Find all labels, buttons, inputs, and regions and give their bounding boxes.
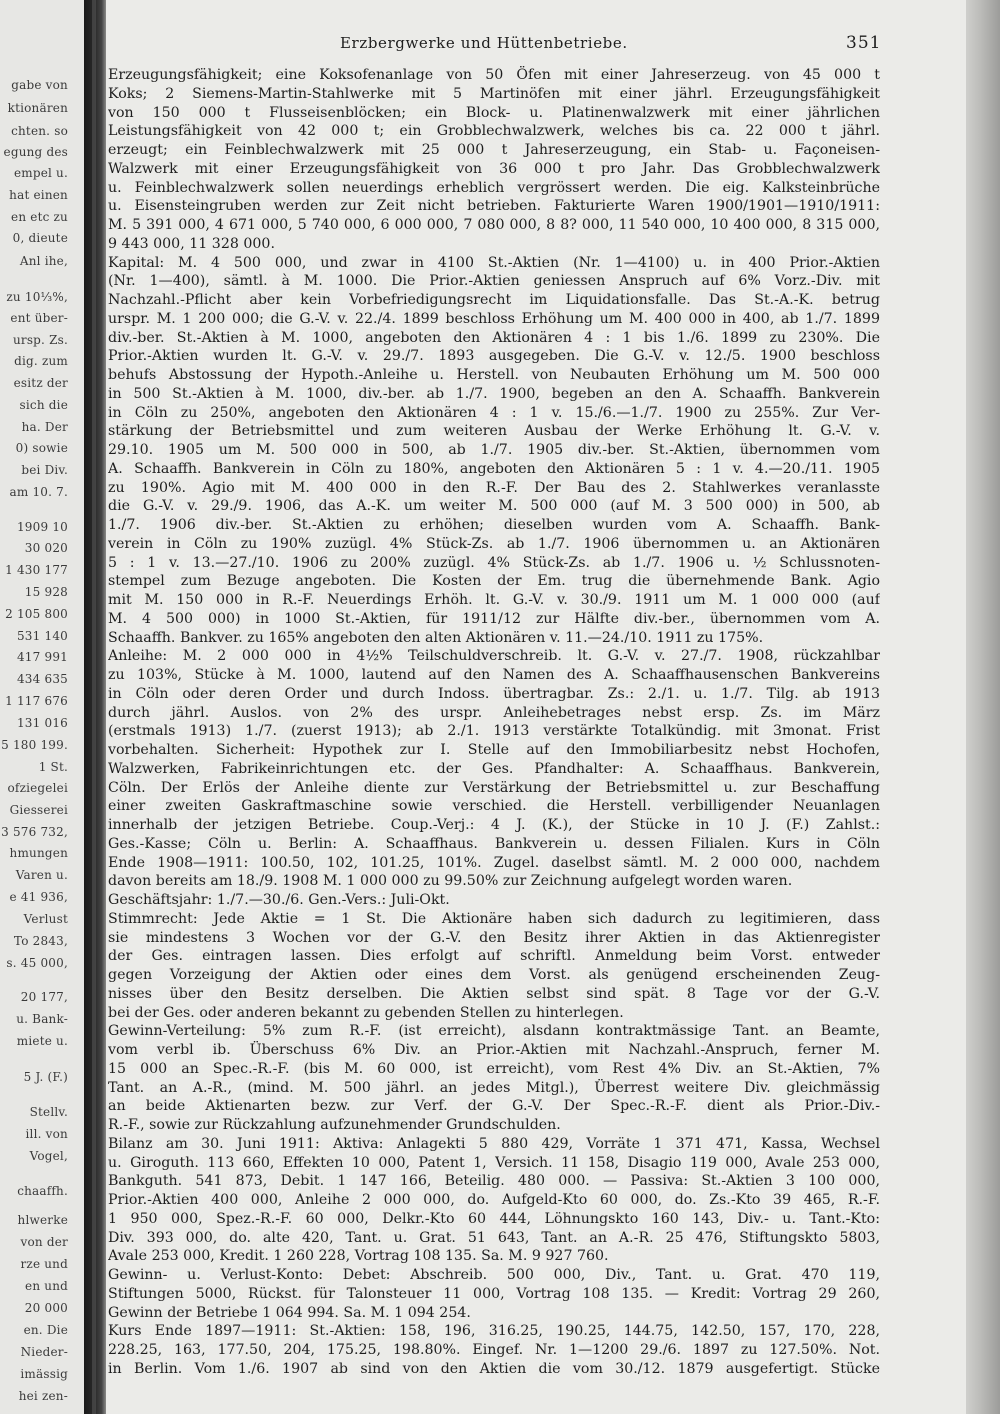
text-line: 228.25, 163, 177.50, 204, 175.25, 198.80%. Eingef. Nr. 1—1200 29./6. 1897 zu 127.50%. Not. [108, 1342, 880, 1358]
left-page-fragment: Giesserei [9, 803, 68, 817]
left-page-fragment: chaaffh. [17, 1184, 68, 1198]
left-page-fragment: hat einen [9, 188, 68, 202]
left-page-fragment: Nieder- [20, 1345, 68, 1359]
left-page-fragment: Anl ihe, [19, 254, 68, 268]
text-line: (erstmals 1913) 1./7. (zuerst 1913); ab 2./1. 1913 verstärkte Totalkündig. mit 3monat. Frist [108, 723, 880, 740]
left-page-fragment: 20 000 [24, 1301, 68, 1315]
left-page-fragment: ursp. Zs. [12, 333, 68, 347]
text-line: urspr. M. 1 200 000; die G.-V. v. 22./4. 1899 beschloss Erhöhung um M. 400 000 in 400, ab 1./7. 1899 [108, 310, 880, 327]
left-page-fragment: Vogel, [29, 1149, 68, 1163]
left-page-fragment: 1 St. [38, 760, 68, 774]
left-page-fragment: chten. so [11, 124, 68, 138]
text-line: Prior.-Aktien wurden lt. G.-V. v. 29./7. 1893 ausgegeben. Die G.-V. v. 12./5. 1900 beschloss [108, 348, 880, 365]
page-number: 351 [846, 33, 882, 53]
left-page-fragment: 2 105 800 [5, 607, 68, 621]
text-line: vom verbl ib. Überschuss 6% Div. an Prior.-Aktien mit Nachzahl.-Anspruch, ferner M. [108, 1042, 880, 1058]
text-line: Leistungsfähigkeit von 42 000 t; ein Grobblechwalzwerk, welches bis ca. 22 000 t jährl. [108, 123, 880, 140]
text-line: nisses über den Besitz derselben. Die Aktien selbst sind spät. 8 Tage vor der G.-V. [108, 985, 880, 1002]
left-page-fragment: ill. von [25, 1127, 68, 1141]
left-page-fragment: s. 45 000, [6, 956, 68, 970]
text-line: Koks; 2 Siemens-Martin-Stahlwerke mit 5 Martinöfen mit einer jährl. Erzeugungsfähigkeit [108, 85, 880, 102]
left-page-fragment: e 41 936, [9, 890, 68, 904]
text-line: 1 950 000, Spez.-R.-F. 60 000, Delkr.-Kto 60 444, Löhnungskto 160 143, Div.- u. Tant.-Kto: [108, 1210, 880, 1227]
left-page-fragment: ktionären [7, 101, 68, 115]
left-page-fragment: hmungen [9, 846, 68, 860]
text-line: erzeugt; ein Feinblechwalzwerk mit 25 000 t Jahreserzeugung, ein Stab- u. Façoneisen- [108, 142, 880, 158]
text-line: 15 000 an Spec.-R.-F. (bis M. 60 000, ist erreicht), vom Rest 4% Div. an St.-Aktien, 7% [108, 1060, 880, 1077]
text-line: bei der Ges. oder anderen bekannt zu gebenden Stellen zu hinterlegen. [108, 1004, 624, 1021]
left-page-fragment: miete u. [16, 1034, 68, 1048]
text-line: Gewinn der Betriebe 1 064 994. Sa. M. 1 094 254. [108, 1304, 471, 1321]
text-line: zu 103%, Stücke à M. 1000, lautend auf den Namen des A. Schaaffhausenschen Bankvereins [108, 667, 880, 683]
text-line: die G.-V. v. 29./9. 1906, das A.-K. um weiter M. 500 000 (auf M. 3 500 000) in 500, ab [108, 498, 880, 515]
text-line: Nachzahl.-Pflicht aber kein Vorbefriedigungsrecht im Liquidationsfalle. Das St.-A.-K. betrug [108, 292, 880, 308]
left-page-fragment: 15 928 [24, 585, 68, 599]
text-line: Stimmrecht: Jede Aktie = 1 St. Die Aktionäre haben sich dadurch zu legitimieren, dass [108, 910, 880, 927]
text-line: Bankguth. 541 873, Debit. 1 147 166, Beteilig. 480 000. — Passiva: St.-Aktien 3 100 000, [108, 1173, 880, 1190]
left-page-fragment: 30 020 [24, 541, 68, 555]
text-line: durch jährl. Auslos. von 2% des urspr. Anleihebetrages nebst ersp. Zs. im März [108, 704, 880, 721]
left-page-fragment: 1 117 676 [5, 694, 68, 708]
text-line: Walzwerk mit einer Erzeugungsfähigkeit von 36 000 t pro Jahr. Das Grobblechwalzwerk [108, 160, 880, 177]
text-line: Anleihe: M. 2 000 000 in 4½% Teilschuldverschreib. lt. G.-V. v. 27./7. 1908, rückzahlbar [108, 648, 880, 665]
left-page-fragment: ofziegelei [7, 781, 68, 795]
text-line: an beide Aktienarten bezw. zur Verf. der G.-V. Der Spec.-R.-F. dient als Prior.-Div.- [108, 1098, 880, 1115]
text-line: Avale 253 000, Kredit. 1 260 228, Vortrag 108 135. Sa. M. 9 927 760. [108, 1248, 609, 1265]
text-line: innerhalb der jetzigen Betriebe. Coup.-Verj.: 4 J. (K.), der Stücke in 10 J. (F.) Zahlst.: [108, 817, 880, 833]
text-line: von 150 000 t Flusseisenblöcken; ein Block- u. Platinenwalzwerk mit einer jährlichen [108, 104, 880, 121]
text-line: verein in Cöln zu 190% zuzügl. 4% Stück-Zs. ab 1./7. 1906 übernommen u. an Aktionären [108, 535, 880, 552]
left-page-fragment: hlwerke [17, 1213, 68, 1227]
text-line: sie mindestens 3 Wochen vor der G.-V. den Besitz ihrer Aktien in das Aktienregister [108, 929, 880, 946]
text-line: R.-F., sowie zur Rückzahlung aufzunehmender Grundschulden. [108, 1117, 561, 1133]
left-page-fragment: en und [25, 1279, 68, 1293]
left-page-fragment: ent über- [10, 311, 68, 325]
left-page-fragment: 5 J. (F.) [23, 1070, 68, 1084]
text-line: behufs Abstossung der Hypoth.-Anleihe u. Herstell. von Neubauten Erhöhung um M. 500 000 [108, 367, 880, 383]
text-line: in Berlin. Vom 1./6. 1907 ab sind von den Aktien die vom 30./12. 1879 ausgefertigt. Stücke [108, 1360, 880, 1377]
text-line: stärkung der Betriebsmittel und zum weiteren Ausbau der Werke Erhöhung lt. G.-V. v. [108, 423, 880, 440]
running-header [106, 34, 906, 56]
text-line: M. 4 500 000) in 1000 St.-Aktien, für 1911/12 zur Hälfte div.-ber., übernommen vom A. [108, 610, 880, 627]
text-line: Cöln. Der Erlös der Anleihe diente zur Verstärkung der Betriebsmittel u. zur Beschaffung [108, 779, 880, 796]
text-line: stempel zum Bezuge angeboten. Die Kosten der Em. trug die übernehmende Bank. Agio [108, 573, 880, 590]
text-line: der Ges. eintragen lassen. Dies erfolgt auf schriftl. Anmeldung beim Vorst. entweder [108, 948, 880, 965]
text-line: Geschäftsjahr: 1./7.—30./6. Gen.-Vers.: Juli-Okt. [108, 892, 450, 908]
left-page-fragment: 3 576 732, [1, 825, 68, 839]
text-line: mit M. 150 000 in R.-F. Neuerdings Erhöh. lt. G.-V. v. 30./9. 1911 um M. 1 000 000 (auf [108, 592, 880, 608]
text-line: Bilanz am 30. Juni 1911: Aktiva: Anlagekti 5 880 429, Vorräte 1 371 471, Kassa, Wechsel [108, 1135, 880, 1152]
text-line: Tant. an A.-R., (mind. M. 500 jährl. an jedes Mitgl.), Überrest weitere Div. gleichmässig [108, 1079, 880, 1096]
left-page-fragment: u. Bank- [16, 1012, 68, 1026]
text-line: Gewinn- u. Verlust-Konto: Debet: Abschreib. 500 000, Div., Tant. u. Grat. 470 119, [108, 1267, 880, 1283]
text-line: in Cöln zu 250%, angeboten den Aktionären 4 : 1 v. 15./6.—1./7. 1900 zu 255%. Zur Ver- [108, 404, 880, 421]
text-line: einer zweiten Gaskraftmaschine sowie verschied. die Herstell. verbilligender Neuanlagen [108, 798, 880, 815]
left-page-fragment: rze und [20, 1257, 68, 1271]
text-line: M. 5 391 000, 4 671 000, 5 740 000, 6 000 000, 7 080 000, 8 8? 000, 11 540 000, 10 400 000, 8 315 000, [108, 217, 880, 233]
left-page-fragment: 1909 10 [16, 520, 68, 534]
left-page-fragment: en etc zu [11, 210, 68, 224]
left-facing-page-edge [0, 0, 84, 1414]
left-page-fragment: egung des [3, 145, 68, 159]
text-line: in 500 St.-Aktien à M. 1000, div.-ber. ab 1./7. 1900, begeben an den A. Schaaffh. Bankverein [108, 385, 880, 402]
text-line: u. Giroguth. 113 660, Effekten 10 000, Patent 1, Versich. 11 158, Disagio 119 000, Avale 253 000, [108, 1154, 880, 1171]
text-line: davon bereits am 18./9. 1908 M. 1 000 000 zu 99.50% zur Zeichnung aufgelegt worden waren. [108, 873, 793, 890]
text-line: in Cöln oder deren Order und durch Indoss. übertragbar. Zs.: 2./1. u. 1./7. Tilg. ab 1913 [108, 685, 880, 702]
left-page-fragment: 131 016 [16, 716, 68, 730]
left-page-fragment: 0) sowie [15, 441, 68, 455]
left-page-fragment: 20 177, [20, 990, 68, 1004]
text-line: A. Schaaffh. Bankverein in Cöln zu 180%, angeboten den Aktionären 5 : 1 v. 4.—20./11. 1905 [108, 460, 880, 477]
gutter-highlight [92, 0, 96, 1414]
left-page-fragment: dig. zum [14, 354, 68, 368]
body-text [108, 66, 880, 1379]
text-line: Gewinn-Verteilung: 5% zum R.-F. (ist erreicht), alsdann kontraktmässige Tant. an Beamte, [108, 1023, 880, 1040]
text-line: Stiftungen 5000, Rückst. für Talonsteuer 11 000, Vortrag 108 135. — Kredit: Vortrag 29 260, [108, 1285, 880, 1302]
left-page-fragment: Stellv. [29, 1105, 68, 1119]
left-page-fragment: Verlust [23, 912, 68, 926]
left-page-fragment: hei zen- [18, 1389, 68, 1403]
left-page-fragment: am 10. 7. [9, 485, 68, 499]
text-line: Walzwerken, Fabrikeinrichtungen etc. der Ges. Pfandhalter: A. Schaaffhaus. Bankverein, [108, 760, 880, 777]
left-page-fragment: sich die [19, 398, 68, 412]
text-line: 29.10. 1905 um M. 500 000 in 500, ab 1./7. 1905 div.-ber. St.-Aktien, übernommen vom [108, 442, 880, 458]
left-page-fragment: en. Die [23, 1323, 68, 1337]
text-line: (Nr. 1—400), sämtl. à M. 1000. Die Prior.-Aktien geniessen Anspruch auf 6% Vorz.-Div. mit [108, 273, 880, 290]
text-line: Ende 1908—1911: 100.50, 102, 101.25, 101%. Zugel. daselbst sämtl. M. 2 000 000, nachdem [108, 854, 880, 871]
text-line: Div. 393 000, do. alte 420, Tant. u. Grat. 51 643, Tant. an A.-R. 25 476, Stiftungskto 5803, [108, 1229, 880, 1246]
text-line: Erzeugungsfähigkeit; eine Koksofenanlage von 50 Öfen mit einer Jahreserzeug. von 45 000 t [108, 67, 880, 83]
left-page-fragment: 417 991 [16, 650, 68, 664]
left-page-fragment: bei Div. [21, 463, 68, 477]
left-page-fragment: To 2843, [13, 934, 68, 948]
text-line: u. Eisensteingruben werden zur Zeit nicht betrieben. Fakturierte Waren 1900/1901—1910/1911: [108, 198, 880, 215]
left-page-fragment: Varen u. [15, 868, 68, 882]
text-line: Kurs Ende 1897—1911: St.-Aktien: 158, 196, 316.25, 190.25, 144.75, 142.50, 157, 170, 228, [108, 1323, 880, 1340]
text-line: div.-ber. St.-Aktien à M. 1000, angeboten den Aktionären 4 : 1 bis 1./6. 1899 zu 230%. Die [108, 329, 880, 346]
text-line: vorbehalten. Sicherheit: Hypothek zur I. Stelle auf den Immobiliarbesitz nebst Hochofen, [108, 742, 880, 758]
text-line: gegen Vorzeigung der Aktien oder eines dem Vorst. als genügend erscheinenden Zeug- [108, 967, 880, 983]
page-title: Erzbergwerke und Hüttenbetriebe. [340, 34, 628, 52]
page [106, 0, 966, 1414]
left-page-fragment: esitz der [13, 376, 68, 390]
left-page-fragment: 0, dieute [12, 231, 68, 245]
text-line: u. Feinblechwalzwerk sollen neuerdings erheblich vergrössert werden. Die eig. Kalksteinbrüche [108, 179, 880, 196]
text-line: Schaaffh. Bankver. zu 165% angeboten den alten Aktionären v. 11.—24./10. 1911 zu 175%. [108, 629, 764, 646]
page-stack-edge [966, 0, 1000, 1414]
text-line: Ges.-Kasse; Cöln u. Berlin: A. Schaaffhaus. Bankverein u. dessen Filialen. Kurs in Cöln [108, 835, 880, 852]
left-page-fragment: empel u. [13, 166, 68, 180]
text-line: 9 443 000, 11 328 000. [108, 235, 275, 252]
left-page-fragment: zu 10⅓%, [6, 290, 68, 304]
left-page-fragment: 434 635 [16, 672, 68, 686]
left-page-fragment: gabe von [11, 78, 68, 92]
text-line: 1./7. 1906 div.-ber. St.-Aktien zu erhöhen; dieselben wurden vom A. Schaaffh. Bank- [108, 517, 880, 533]
left-page-fragment: 531 140 [16, 629, 68, 643]
text-line: Prior.-Aktien 400 000, Anleihe 2 000 000, do. Aufgeld-Kto 60 000, do. Zs.-Kto 39 465, R.-F. [108, 1192, 880, 1208]
left-page-fragment: imässig [20, 1367, 68, 1381]
left-page-fragment: von der [20, 1235, 68, 1249]
text-line: 5 : 1 v. 13.—27./10. 1906 zu 200% zuzügl. 4% Stück-Zs. ab 1./7. 1906 u. ½ Schlussnoten- [108, 554, 880, 571]
text-line: zu 190%. Agio mit M. 400 000 in den R.-F. Der Bau des 2. Stahlwerkes veranlasste [108, 479, 880, 496]
left-page-fragment: 5 180 199. [1, 738, 68, 752]
left-page-fragment: ha. Der [21, 420, 68, 434]
text-line: Kapital: M. 4 500 000, und zwar in 4100 St.-Aktien (Nr. 1—4100) u. in 400 Prior.-Aktien [108, 254, 880, 271]
left-page-fragment: 1 430 177 [5, 563, 68, 577]
